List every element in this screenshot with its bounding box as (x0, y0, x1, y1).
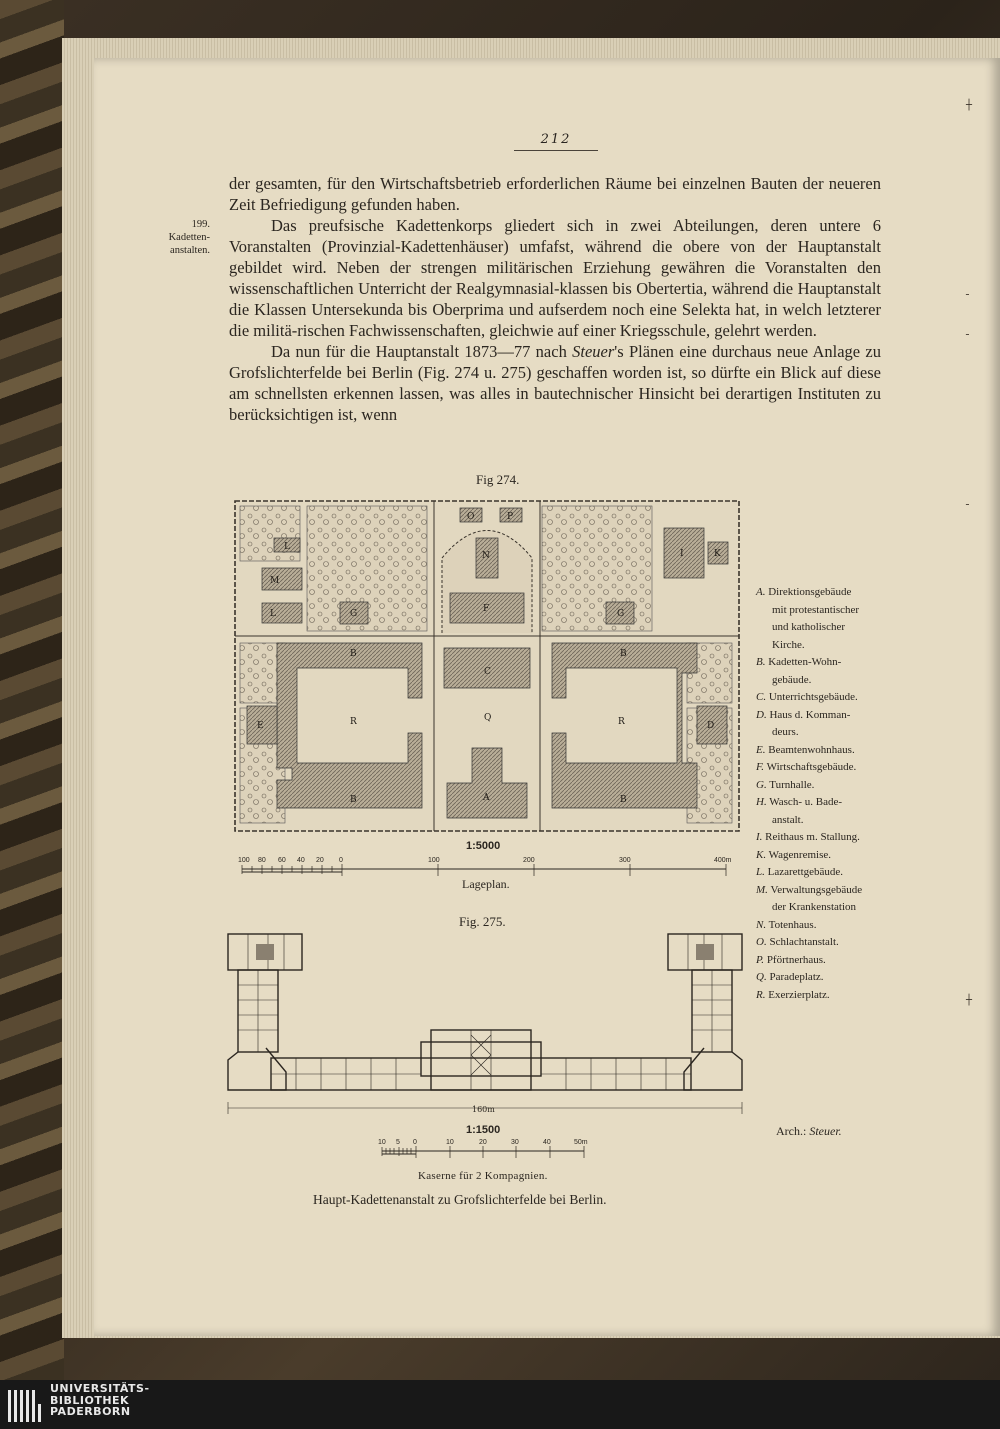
legend-item (756, 794, 896, 812)
main-caption: Haupt-Kadettenanstalt zu Grofslichterfelde bei Berlin. (313, 1192, 607, 1207)
scale274-tick-200: 200 (523, 857, 535, 864)
fig274-scale: 1:5000 (466, 840, 501, 852)
legend-key: L. (756, 866, 765, 878)
fig275-scale: 1:1500 (466, 1124, 501, 1136)
legend-item (756, 847, 896, 865)
legend-text: Wagenremise. (768, 848, 831, 861)
plan-label-B4: B (620, 795, 627, 805)
plan-label-O: O (467, 512, 475, 522)
plan-label-I: I (680, 549, 684, 559)
scale275-tick-50: 50m (574, 1139, 588, 1146)
legend-key: O. (756, 936, 767, 948)
architect-credit (776, 1124, 842, 1139)
legend-key: I. (756, 831, 763, 843)
plan-label-L2: L (270, 609, 276, 619)
legend-text: Verwaltungsgebäude (770, 883, 863, 896)
legend-item (756, 584, 896, 602)
legend-item (756, 952, 896, 970)
plan-label-K: K (714, 549, 721, 559)
legend-item (756, 934, 896, 952)
plan-label-C: C (484, 667, 491, 677)
architect-credit-name: Steuer. (809, 1124, 842, 1138)
legend-item (756, 759, 896, 777)
legend-text: Turnhalle. (769, 778, 815, 791)
plan-label-R2: R (618, 717, 625, 727)
legend-key: D. (756, 708, 767, 721)
legend-key: B. (756, 656, 766, 668)
legend-key: E. (756, 743, 766, 756)
legend-item (756, 742, 896, 760)
plan-label-N: N (482, 551, 490, 561)
library-logo-icon (6, 1386, 44, 1426)
paragraph-3-start: Da nun für die Hauptanstalt 1873—77 nach (271, 342, 573, 361)
paragraph-3-end: 's Plänen eine durchaus neue Anlage zu Grofslichterfelde bei Berlin (Fig. 274 u. 275) geschaffen worden ist, so dürfte ein Blick auf diese am schnellsten erkennen lassen, was alles in bautechnischer Hinsicht bei derartigen Instituten zu berücksichtigen ist, wenn (229, 342, 881, 424)
plan-label-G1: G (350, 609, 358, 619)
legend-item-continuation: mit protestantischer (772, 603, 860, 616)
legend-item-continuation: gebäude. (772, 673, 812, 686)
legend-text: Reithaus m. Stallung. (765, 831, 860, 843)
scale275-tick-30: 30 (511, 1139, 519, 1146)
scale274-tick-40: 40 (297, 857, 305, 864)
legend-key: F. (756, 761, 765, 773)
scale275-tick-10a: 10 (378, 1139, 386, 1146)
legend-item (756, 864, 896, 882)
legend (756, 584, 896, 1004)
legend-item (756, 987, 896, 1005)
legend-text: Schlachtanstalt. (769, 936, 839, 948)
plan-label-E: E (257, 721, 264, 731)
scale275-tick-40: 40 (543, 1139, 551, 1146)
legend-text: Wasch- u. Bade- (769, 796, 842, 808)
legend-item-continuation: Kirche. (772, 638, 805, 651)
plan-label-B1: B (350, 649, 357, 659)
fig274-title: Fig 274. (476, 472, 520, 487)
library-name-line3: PADERBORN (50, 1405, 131, 1418)
architect-name: Steuer (572, 342, 615, 361)
margin-note (146, 218, 210, 257)
legend-item-continuation: anstalt. (772, 813, 804, 826)
scale274-tick-400: 400m (714, 857, 732, 864)
legend-text: Direktionsgebäude (768, 586, 852, 598)
legend-item-continuation: der Krankenstation (772, 901, 856, 913)
library-name-line1: UNIVERSITÄTS- (50, 1382, 150, 1395)
barracks-floor-plan (226, 930, 746, 1116)
legend-key: Q. (756, 971, 767, 983)
page-number-rule (514, 150, 598, 151)
library-name (50, 1383, 150, 1418)
scale275-tick-10b: 10 (446, 1139, 454, 1146)
library-footer (0, 1380, 1000, 1429)
plan-label-R1: R (350, 717, 357, 727)
legend-item (756, 689, 896, 707)
plan-label-P: P (507, 512, 514, 522)
plan-label-A: A (483, 793, 490, 803)
legend-item-continuation: deurs. (772, 726, 799, 738)
legend-key: G. (756, 778, 767, 791)
legend-key: R. (756, 988, 766, 1001)
plan-label-Q: Q (484, 713, 492, 723)
legend-item (756, 707, 896, 725)
scale274-tick-60: 60 (278, 857, 286, 864)
margin-note-number: 199. (191, 219, 210, 230)
legend-text: Beamtenwohnhaus. (768, 743, 855, 756)
scale274-tick-0: 0 (339, 857, 343, 864)
fig275-title: Fig. 275. (459, 914, 506, 929)
scale275-tick-5: 5 (396, 1139, 400, 1146)
library-name-line2: BIBLIOTHEK (50, 1393, 130, 1407)
paragraph-3 (229, 341, 881, 425)
margin-note-line2: anstalten. (170, 245, 210, 256)
plan-label-B3: B (350, 795, 357, 805)
legend-key: H. (756, 796, 767, 808)
book-spine (0, 0, 64, 1380)
legend-key: P. (756, 953, 765, 966)
legend-text: Exerzierplatz. (768, 988, 830, 1001)
legend-key: N. (756, 918, 767, 931)
fig275-scale-bar (376, 1136, 596, 1160)
legend-text: Unterrichtsgebäude. (768, 691, 858, 703)
legend-key: M. (756, 883, 768, 896)
legend-item (756, 777, 896, 795)
legend-text: Paradeplatz. (769, 971, 824, 983)
plan-label-D: D (707, 721, 715, 731)
plan-label-L1: L (284, 542, 290, 552)
margin-note-line1: Kadetten- (168, 232, 210, 243)
fig274-caption: Lageplan. (462, 877, 510, 891)
site-plan-figure (232, 498, 742, 834)
scale274-tick-20: 20 (316, 857, 324, 864)
legend-item-continuation: und katholischer (772, 621, 846, 633)
legend-text: Kadetten-Wohn- (768, 656, 842, 668)
legend-item (756, 654, 896, 672)
scale275-tick-0: 0 (413, 1139, 417, 1146)
legend-item (756, 829, 896, 847)
paragraph-1: der gesamten, für den Wirtschaftsbetrieb erforderlichen Räume bei einzelnen Bauten der neueren Zeit Befriedigung gefunden haben. (229, 174, 881, 214)
plan-label-M: M (270, 576, 280, 586)
paragraph-2: Das preufsische Kadettenkorps gliedert sich in zwei Abteilungen, deren untere 6 Voranstalten (Provinzial-Kadettenhäuser) umfafst, während die obere von der Hauptanstalt gebildet wird. Neben der strengen militärischen Erziehung gewähren die Voranstalten den wissenschaftlichen Unterricht der Realgymnasial-klassen bis Obertertia, während die Hauptanstalt die Klassen Untersekunda bis Oberprima und aufserdem noch eine Selekta hat, in welch letzterer die militä-rischen Fachwissenschaften, gleichwie auf einer Kriegsschule, gelehrt werden. (229, 216, 881, 340)
legend-key: C. (756, 691, 767, 703)
plan-label-F: F (483, 604, 490, 614)
legend-text: Pförtnerhaus. (766, 953, 826, 966)
legend-key: A. (756, 586, 766, 598)
legend-item (756, 917, 896, 935)
legend-text: Lazarettgebäude. (767, 866, 844, 878)
fig274-scale-bar (236, 854, 732, 878)
legend-item (756, 969, 896, 987)
scale274-tick-300: 300 (619, 857, 631, 864)
legend-text: Totenhaus. (768, 918, 817, 931)
fig275-dimension: 160m (472, 1105, 495, 1114)
legend-key: K. (756, 848, 767, 861)
legend-text: Wirtschaftsgebäude. (766, 761, 857, 773)
architect-label: Arch.: (776, 1124, 807, 1138)
scale274-tick-100b: 100 (428, 857, 440, 864)
scale274-tick-100a: 100 (238, 857, 250, 864)
plan-label-B2: B (620, 649, 627, 659)
plan-label-G2: G (617, 609, 625, 619)
legend-item (756, 882, 896, 900)
fig275-caption: Kaserne für 2 Kompagnien. (418, 1170, 548, 1182)
scale274-tick-80: 80 (258, 857, 266, 864)
legend-text: Haus d. Komman- (769, 708, 851, 721)
scale275-tick-20: 20 (479, 1139, 487, 1146)
body-text (229, 173, 881, 425)
page-number: 212 (540, 132, 572, 147)
